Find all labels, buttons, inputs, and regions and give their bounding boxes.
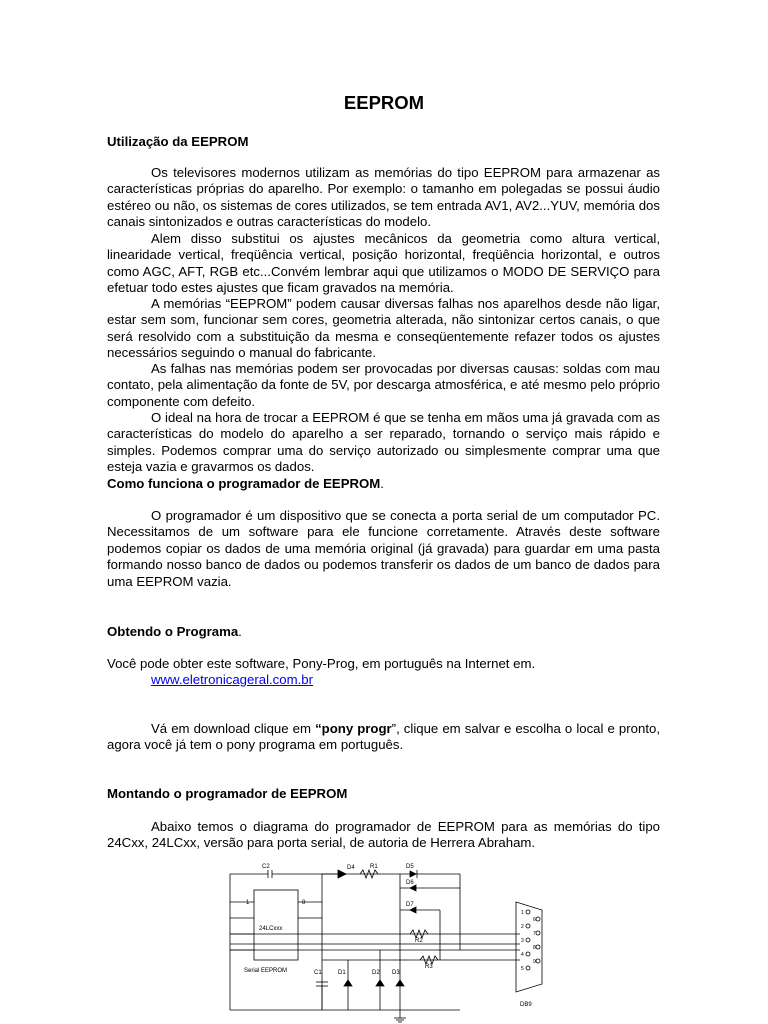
db9-pin-label: 7 [533,931,536,937]
label-r1: R1 [370,864,378,870]
db9-pin-label: 4 [521,952,524,958]
paragraph-falhas-memorias: A memórias “EEPROM” podem causar diversas falhas nos aparelhos desde não ligar, estar sem som, funcionar sem cores, geometria alterada, não sintonizar certos canais, o que será resolvido com a substituição da mesma e conseqüentemente refazer todos os ajustes necessários seguindo o manual do fabricante. [107,296,660,361]
db9-pin-label: 6 [533,917,536,923]
paragraph-ajustes: Alem disso substitui os ajustes mecânicos da geometria como altura vertical, linearidade vertical, freqüência vertical, posição horizontal, freqüência horizontal, e outros como AGC, AFT, RGB etc...Convém lembrar aqui que utilizamos o MODO DE SERVIÇO para efetuar todo estes ajustes que ficam gravados na memória. [107,231,660,296]
db9-connector [516,902,542,992]
db9-pin-label: 2 [521,924,524,930]
website-link[interactable]: www.eletronicageral.com.br [151,672,313,687]
programmer-schematic [220,860,550,1024]
db9-pin-label: 1 [521,910,524,916]
section-heading-como-funciona: Como funciona o programador de EEPROM. [107,476,384,491]
paragraph-causas: As falhas nas memórias podem ser provocadas por diversas causas: soldas com mau contato, pela alimentação da fonte de 5V, por descarga atmosférica, e até mesmo pelo próprio componente com defeito. [107,361,660,409]
label-c2: C2 [262,864,270,870]
pin-1-label: 1 [246,900,250,906]
db9-pin-label: 3 [521,938,524,944]
db9-pin-label: 8 [533,945,536,951]
label-d6: D6 [406,880,414,886]
paragraph-diagrama: Abaixo temos o diagrama do programador de EEPROM para as memórias do tipo 24Cxx, 24LCxx, versão para porta serial, de autoria de Herrera Abraham. [107,819,660,851]
label-d2: D2 [372,970,380,976]
label-d3: D3 [392,970,400,976]
label-d5: D5 [406,864,414,870]
db9-pin-label: 5 [521,966,524,972]
chip-label: 24LCxxx [259,926,283,932]
label-d4: D4 [347,865,355,871]
chip-caption: Serial EEPROM [244,968,288,974]
db9-pin-label: 9 [533,959,536,965]
label-r3: R3 [425,964,433,970]
paragraph-televisores: Os televisores modernos utilizam as memórias do tipo EEPROM para armazenar as características próprias do aparelho. Por exemplo: o tamanho em polegadas se possui áudio estéreo ou não, os sistemas de cores utilizados, se tem entrada AV1, AV2...YUV, memória dos canais sintonizados e outras características do modelo. [107,165,660,230]
page-title: EEPROM [343,92,425,113]
section-heading-montando: Montando o programador de EEPROM [107,786,348,801]
led-d4-symbol [338,870,346,878]
section-heading-obtendo: Obtendo o Programa. [107,624,242,639]
paragraph-obter-software: Você pode obter este software, Pony-Prog, em português na Internet em. [107,656,536,671]
diode-d5-symbol [410,871,416,877]
paragraph-download: Vá em download clique em “pony progr”, clique em salvar e escolha o local e pronto, agora você já tem o pony programa em português. [107,721,660,753]
paragraph-programador: O programador é um dispositivo que se conecta a porta serial de um computador PC. Necessitamos de um software para ele funcione corretamente. Através deste software podemos copiar os dados de uma memória original (já gravada) para guardar em uma pasta formando nosso banco de dados ou podemos transferir os dados de um banco de dados para uma EEPROM vazia. [107,508,660,589]
label-c1: C1 [314,970,322,976]
label-d7: D7 [406,902,414,908]
paragraph-trocar-eeprom: O ideal na hora de trocar a EEPROM é que se tenha em mãos uma já gravada com as características do modelo do aparelho a ser reparado, tornando o serviço mais rápido e simples. Podemos comprar uma do serviço autorizado ou simplesmente comprar uma que esteja vazia e gravarmos os dados. [107,410,660,475]
pin-8-label: 8 [302,900,306,906]
section-heading-utilizacao: Utilização da EEPROM [107,134,249,149]
connector-label: DB9 [520,1002,532,1008]
label-d1: D1 [338,970,346,976]
eeprom-chip [254,890,298,960]
label-r2: R2 [415,938,423,944]
